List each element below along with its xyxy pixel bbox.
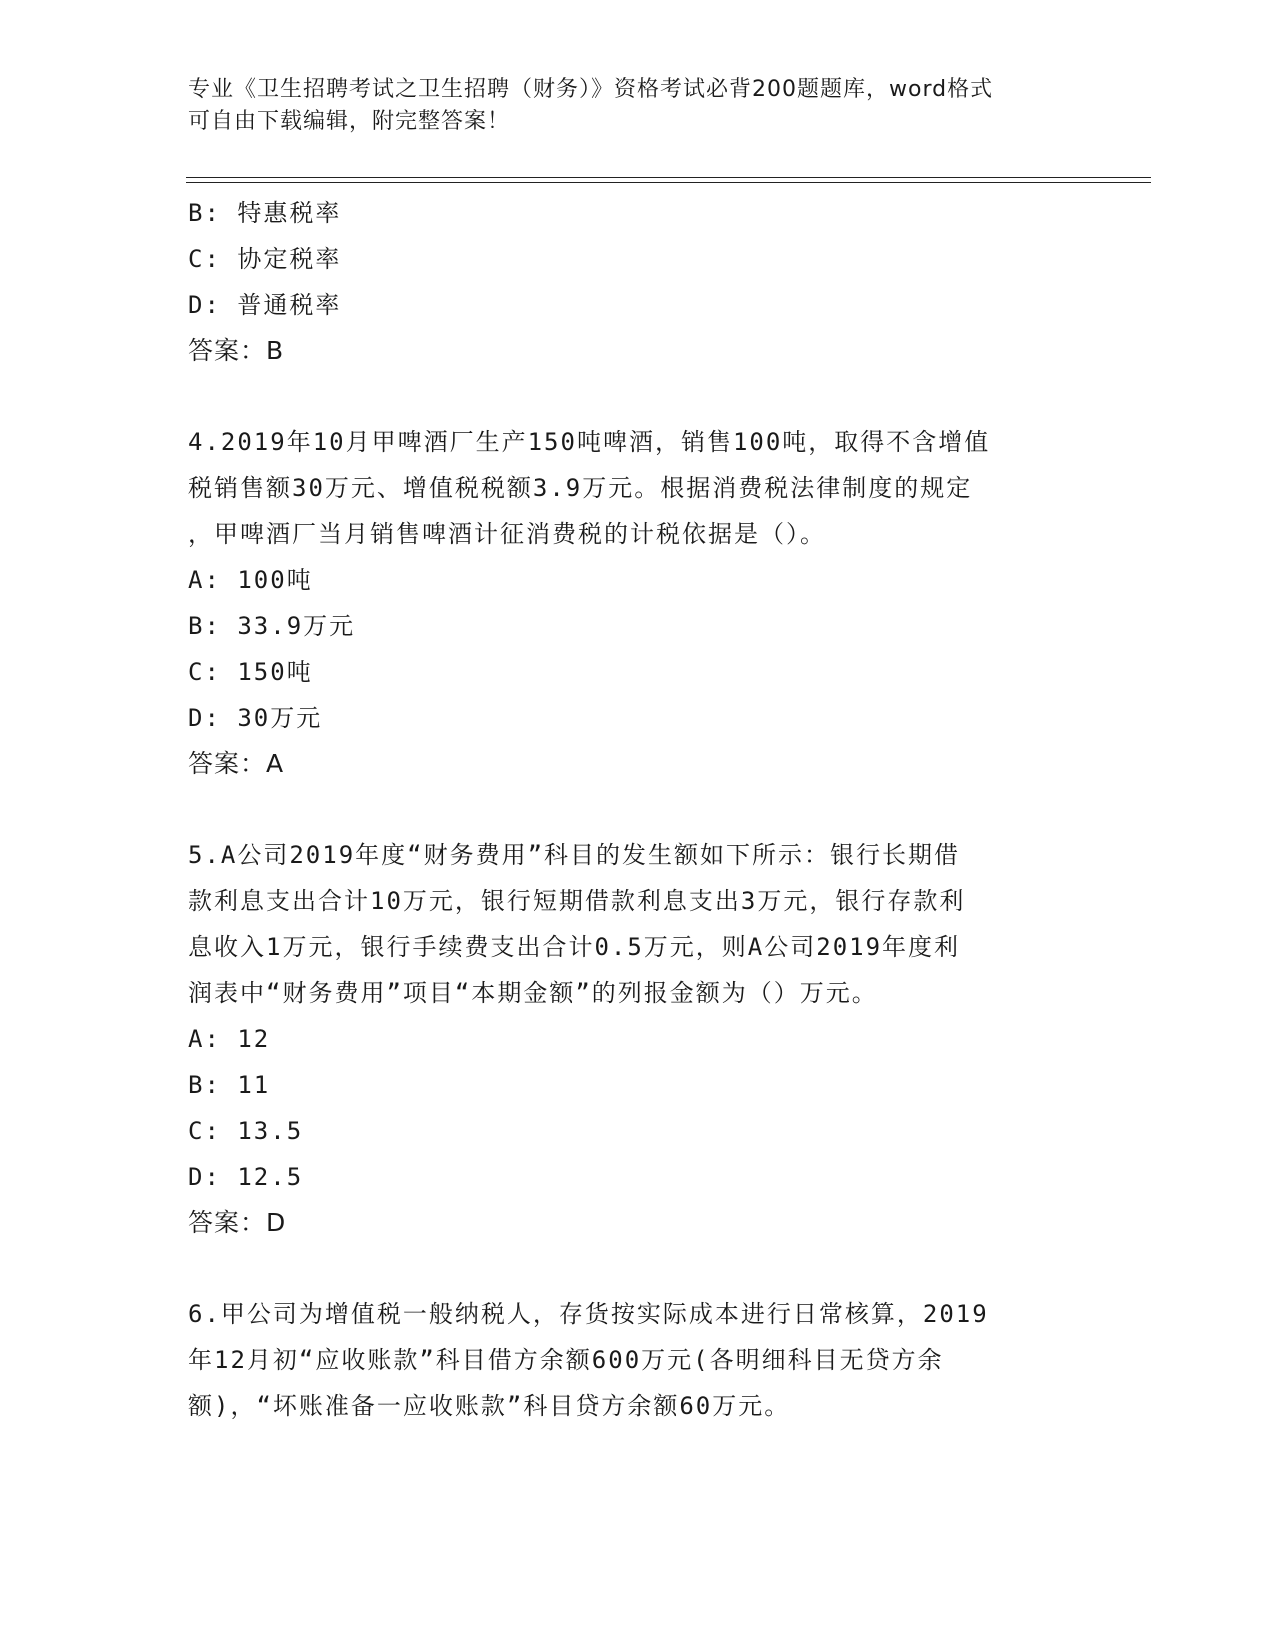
option-c: C: 13.5 — [188, 1117, 304, 1145]
option-d: D: 12.5 — [188, 1163, 304, 1191]
question-stem-line: 4.2019年10月甲啤酒厂生产150吨啤酒，销售100吨，取得不含增值 — [188, 428, 991, 456]
option-c: C: 150吨 — [188, 658, 313, 686]
answer: 答案：D — [188, 1208, 287, 1237]
question-stem-line: 息收入1万元，银行手续费支出合计0.5万元，则A公司2019年度利 — [188, 933, 961, 961]
question-stem-line: 税销售额30万元、增值税税额3.9万元。根据消费税法律制度的规定 — [188, 474, 973, 502]
option-b: B: 33.9万元 — [188, 612, 356, 640]
header-line-2: 可自由下载编辑，附完整答案！ — [188, 109, 511, 134]
spacer — [188, 1246, 1088, 1291]
question-stem-line: ，甲啤酒厂当月销售啤酒计征消费税的计税依据是（）。 — [188, 520, 826, 548]
question-4 — [188, 419, 1088, 787]
header-line-1: 专业《卫生招聘考试之卫生招聘（财务）》资格考试必背200题题库，word格式 — [188, 77, 994, 102]
question-stem-line: 6.甲公司为增值税一般纳税人，存货按实际成本进行日常核算，2019 — [188, 1300, 989, 1328]
question-stem-line: 额)，“坏账准备一应收账款”科目贷方余额60万元。 — [188, 1392, 791, 1420]
answer: 答案：B — [188, 336, 285, 365]
option-b: B: 11 — [188, 1071, 271, 1099]
question-stem-line: 5.A公司2019年度“财务费用”科目的发生额如下所示：银行长期借 — [188, 841, 961, 869]
option-d: D: 30万元 — [188, 704, 323, 732]
question-stem-line: 年12月初“应收账款”科目借方余额600万元(各明细科目无贷方余 — [188, 1346, 944, 1374]
question-5 — [188, 832, 1088, 1246]
question-6 — [188, 1291, 1088, 1429]
spacer — [188, 374, 1088, 419]
spacer — [188, 787, 1088, 832]
option-c: C: 协定税率 — [188, 245, 342, 273]
option-a: A: 100吨 — [188, 566, 313, 594]
question-list — [188, 190, 1088, 1429]
option-a: A: 12 — [188, 1025, 271, 1053]
option-b: B: 特惠税率 — [188, 199, 342, 227]
header-rule-top — [186, 177, 1151, 178]
header-rule-bottom — [186, 182, 1151, 183]
question-3 — [188, 190, 1088, 374]
document-header — [188, 74, 1068, 138]
question-stem-line: 款利息支出合计10万元，银行短期借款利息支出3万元，银行存款利 — [188, 887, 966, 915]
option-d: D: 普通税率 — [188, 291, 342, 319]
answer: 答案：A — [188, 749, 285, 778]
question-stem-line: 润表中“财务费用”项目“本期金额”的列报金额为（）万元。 — [188, 979, 878, 1007]
